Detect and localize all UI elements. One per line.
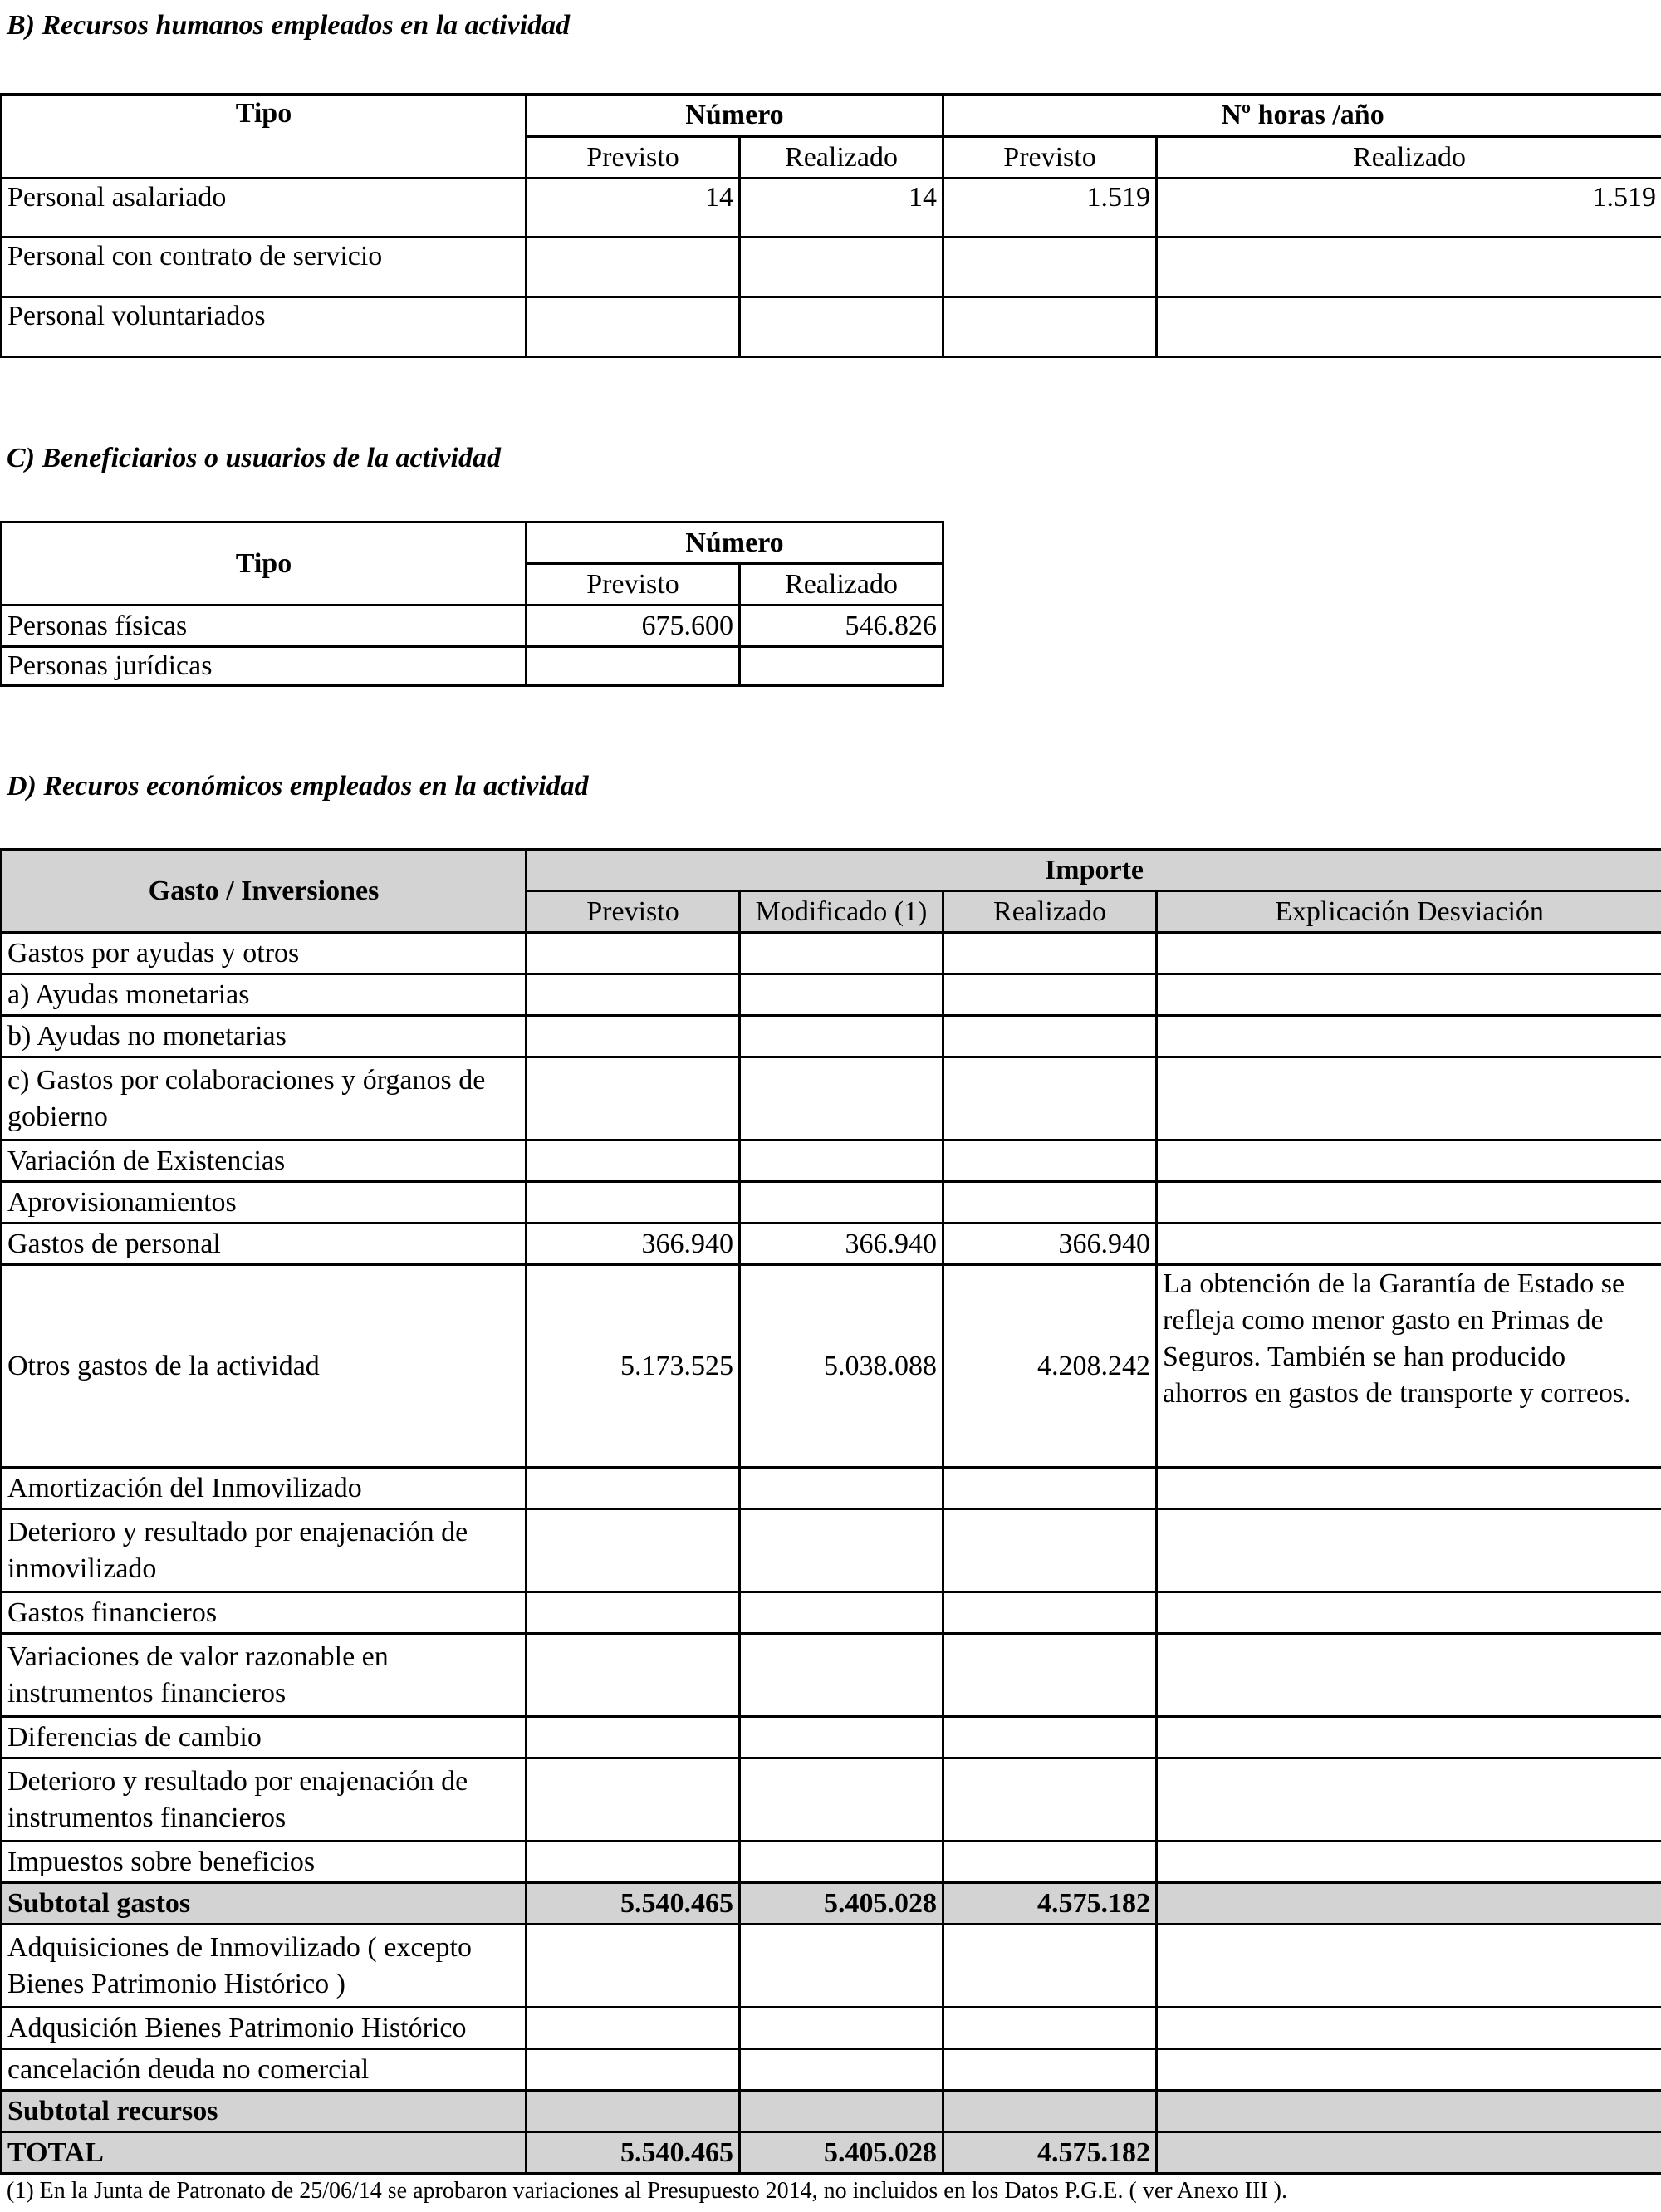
eco-modificado: [740, 1182, 943, 1224]
hr-header-numero: Número: [527, 95, 943, 137]
eco-modificado: [740, 1717, 943, 1758]
ben-header-tipo: Tipo: [2, 522, 527, 606]
eco-realizado: [943, 1182, 1157, 1224]
eco-explicacion: [1157, 1925, 1661, 2008]
eco-realizado: [943, 2091, 1157, 2132]
eco-explicacion: [1157, 1717, 1661, 1758]
eco-realizado: [943, 1592, 1157, 1634]
eco-realizado: 4.575.182: [943, 1883, 1157, 1925]
hr-hor-previsto: [943, 238, 1157, 297]
table-row: [2, 1140, 1661, 1182]
eco-previsto: [527, 1057, 740, 1140]
eco-previsto: [527, 1140, 740, 1182]
eco-label: Adquisiciones de Inmovilizado ( excepto Bienes Patrimonio Histórico ): [2, 1925, 527, 2008]
table-row: [2, 179, 1661, 238]
eco-previsto: [527, 2008, 740, 2049]
eco-label: Otros gastos de la actividad: [2, 1265, 527, 1468]
eco-previsto: [527, 2049, 740, 2091]
table-row: [2, 1016, 1661, 1057]
eco-previsto: [527, 1925, 740, 2008]
table-row: [2, 974, 1661, 1016]
table-row: [2, 1758, 1661, 1842]
eco-previsto: 5.540.465: [527, 2132, 740, 2174]
ben-header-realizado: Realizado: [740, 564, 943, 606]
hr-table: [0, 93, 1661, 358]
eco-explicacion: [1157, 1057, 1661, 1140]
eco-label: Deterioro y resultado por enajenación de instrumentos financieros: [2, 1758, 527, 1842]
eco-explicacion: [1157, 1842, 1661, 1883]
eco-realizado: [943, 1634, 1157, 1717]
eco-previsto: [527, 933, 740, 974]
hr-num-previsto: 14: [527, 179, 740, 238]
eco-realizado: 4.208.242: [943, 1265, 1157, 1468]
eco-explicacion: [1157, 2049, 1661, 2091]
eco-explicacion: [1157, 2091, 1661, 2132]
eco-modificado: [740, 1592, 943, 1634]
table-row: [2, 238, 1661, 297]
eco-label: Diferencias de cambio: [2, 1717, 527, 1758]
ben-label: Personas jurídicas: [2, 647, 527, 686]
eco-label: c) Gastos por colaboraciones y órganos de gobierno: [2, 1057, 527, 1140]
eco-header-gasto: Gasto / Inversiones: [2, 850, 527, 933]
eco-previsto: [527, 1182, 740, 1224]
eco-header-importe: Importe: [527, 850, 1661, 891]
eco-header-realizado: Realizado: [943, 891, 1157, 933]
eco-realizado: [943, 1057, 1157, 1140]
eco-explicacion: [1157, 1468, 1661, 1509]
hr-num-realizado: 14: [740, 179, 943, 238]
eco-label: Variación de Existencias: [2, 1140, 527, 1182]
hr-label: Personal asalariado: [2, 179, 527, 238]
economic-table: [0, 848, 1661, 2175]
ben-previsto: [527, 647, 740, 686]
eco-previsto: [527, 1468, 740, 1509]
hr-header-tipo: Tipo: [2, 95, 527, 179]
eco-explicacion: La obtención de la Garantía de Estado se refleja como menor gasto en Primas de Seguros. También se han producido ahorros en gastos de transporte y correos.: [1157, 1265, 1661, 1468]
table-row: [2, 1182, 1661, 1224]
eco-previsto: [527, 974, 740, 1016]
eco-explicacion: [1157, 1140, 1661, 1182]
eco-label: Subtotal gastos: [2, 1883, 527, 1925]
hr-label: Personal con contrato de servicio: [2, 238, 527, 297]
eco-explicacion: [1157, 974, 1661, 1016]
eco-previsto: [527, 1717, 740, 1758]
eco-label: b) Ayudas no monetarias: [2, 1016, 527, 1057]
total-row: [2, 2132, 1661, 2174]
hr-num-previsto: [527, 297, 740, 357]
eco-previsto: [527, 1634, 740, 1717]
eco-explicacion: [1157, 1182, 1661, 1224]
hr-num-realizado: [740, 238, 943, 297]
hr-header-hor-previsto: Previsto: [943, 137, 1157, 179]
table-row: [2, 606, 943, 647]
eco-explicacion: [1157, 1592, 1661, 1634]
hr-hor-realizado: [1157, 297, 1661, 357]
eco-explicacion: [1157, 1224, 1661, 1265]
ben-realizado: [740, 647, 943, 686]
eco-label: cancelación deuda no comercial: [2, 2049, 527, 2091]
eco-explicacion: [1157, 1634, 1661, 1717]
table-row: [2, 1592, 1661, 1634]
eco-realizado: [943, 1140, 1157, 1182]
eco-explicacion: [1157, 2132, 1661, 2174]
eco-previsto: 5.173.525: [527, 1265, 740, 1468]
eco-label: Deterioro y resultado por enajenación de inmovilizado: [2, 1509, 527, 1592]
eco-explicacion: [1157, 1758, 1661, 1842]
ben-realizado: 546.826: [740, 606, 943, 647]
eco-label: Gastos de personal: [2, 1224, 527, 1265]
eco-realizado: [943, 1842, 1157, 1883]
table-row: [2, 1468, 1661, 1509]
eco-label: Adqusición Bienes Patrimonio Histórico: [2, 2008, 527, 2049]
hr-header-horas: Nº horas /año: [943, 95, 1661, 137]
eco-previsto: [527, 1842, 740, 1883]
eco-header-previsto: Previsto: [527, 891, 740, 933]
subtotal-row: [2, 2091, 1661, 2132]
hr-num-realizado: [740, 297, 943, 357]
table-row: [2, 1224, 1661, 1265]
eco-modificado: [740, 1925, 943, 2008]
eco-modificado: [740, 1468, 943, 1509]
eco-modificado: [740, 2049, 943, 2091]
eco-label: Subtotal recursos: [2, 2091, 527, 2132]
eco-realizado: [943, 1509, 1157, 1592]
eco-header-explicacion: Explicación Desviación: [1157, 891, 1661, 933]
eco-label: Gastos financieros: [2, 1592, 527, 1634]
hr-hor-realizado: [1157, 238, 1661, 297]
beneficiaries-table: [0, 521, 944, 687]
eco-label: a) Ayudas monetarias: [2, 974, 527, 1016]
eco-label: Gastos por ayudas y otros: [2, 933, 527, 974]
eco-modificado: [740, 1758, 943, 1842]
table-row: [2, 297, 1661, 357]
table-row: [2, 1634, 1661, 1717]
eco-modificado: [740, 1634, 943, 1717]
table-row: [2, 1717, 1661, 1758]
subtotal-row: [2, 1883, 1661, 1925]
eco-previsto: 366.940: [527, 1224, 740, 1265]
ben-previsto: 675.600: [527, 606, 740, 647]
eco-explicacion: [1157, 2008, 1661, 2049]
eco-label: Variaciones de valor razonable en instrumentos financieros: [2, 1634, 527, 1717]
eco-explicacion: [1157, 1883, 1661, 1925]
eco-modificado: [740, 1509, 943, 1592]
eco-modificado: 5.405.028: [740, 2132, 943, 2174]
ben-header-numero: Número: [527, 522, 943, 564]
hr-num-previsto: [527, 238, 740, 297]
eco-modificado: [740, 1842, 943, 1883]
eco-label: Aprovisionamientos: [2, 1182, 527, 1224]
eco-realizado: [943, 1717, 1157, 1758]
eco-previsto: 5.540.465: [527, 1883, 740, 1925]
table-row: [2, 1265, 1661, 1468]
eco-realizado: [943, 1468, 1157, 1509]
eco-modificado: [740, 2008, 943, 2049]
eco-realizado: [943, 974, 1157, 1016]
eco-modificado: 5.038.088: [740, 1265, 943, 1468]
eco-header-modificado: Modificado (1): [740, 891, 943, 933]
eco-realizado: [943, 1925, 1157, 2008]
eco-previsto: [527, 1592, 740, 1634]
table-row: [2, 2049, 1661, 2091]
table-row: [2, 647, 943, 686]
hr-header-hor-realizado: Realizado: [1157, 137, 1661, 179]
eco-modificado: [740, 2091, 943, 2132]
eco-modificado: [740, 974, 943, 1016]
eco-explicacion: [1157, 1016, 1661, 1057]
hr-label: Personal voluntariados: [2, 297, 527, 357]
eco-explicacion: [1157, 1509, 1661, 1592]
hr-hor-realizado: 1.519: [1157, 179, 1661, 238]
table-row: [2, 1842, 1661, 1883]
eco-modificado: [740, 933, 943, 974]
table-row: [2, 933, 1661, 974]
eco-label: Amortización del Inmovilizado: [2, 1468, 527, 1509]
hr-hor-previsto: 1.519: [943, 179, 1157, 238]
eco-modificado: 5.405.028: [740, 1883, 943, 1925]
eco-realizado: [943, 933, 1157, 974]
eco-realizado: [943, 1758, 1157, 1842]
table-row: [2, 2008, 1661, 2049]
section-d-title: D) Recuros económicos empleados en la actividad: [7, 771, 589, 802]
eco-realizado: [943, 1016, 1157, 1057]
table-row: [2, 1509, 1661, 1592]
table-row: [2, 1057, 1661, 1140]
eco-modificado: 366.940: [740, 1224, 943, 1265]
eco-realizado: [943, 2008, 1157, 2049]
eco-realizado: [943, 2049, 1157, 2091]
hr-header-num-previsto: Previsto: [527, 137, 740, 179]
footnote: (1) En la Junta de Patronato de 25/06/14 se aprobaron variaciones al Presupuesto 2014, no incluidos en los Datos P.G.E. ( ver Anexo III ).: [7, 2178, 1287, 2204]
eco-previsto: [527, 1509, 740, 1592]
eco-label: TOTAL: [2, 2132, 527, 2174]
eco-realizado: 366.940: [943, 1224, 1157, 1265]
hr-hor-previsto: [943, 297, 1157, 357]
eco-label: Impuestos sobre beneficios: [2, 1842, 527, 1883]
eco-previsto: [527, 1016, 740, 1057]
ben-label: Personas físicas: [2, 606, 527, 647]
eco-modificado: [740, 1016, 943, 1057]
eco-previsto: [527, 1758, 740, 1842]
table-row: [2, 1925, 1661, 2008]
section-c-title: C) Beneficiarios o usuarios de la actividad: [7, 443, 501, 473]
hr-header-num-realizado: Realizado: [740, 137, 943, 179]
ben-header-previsto: Previsto: [527, 564, 740, 606]
eco-explicacion: [1157, 933, 1661, 974]
eco-realizado: 4.575.182: [943, 2132, 1157, 2174]
eco-modificado: [740, 1140, 943, 1182]
eco-previsto: [527, 2091, 740, 2132]
section-b-title: B) Recursos humanos empleados en la actividad: [7, 10, 571, 41]
eco-modificado: [740, 1057, 943, 1140]
